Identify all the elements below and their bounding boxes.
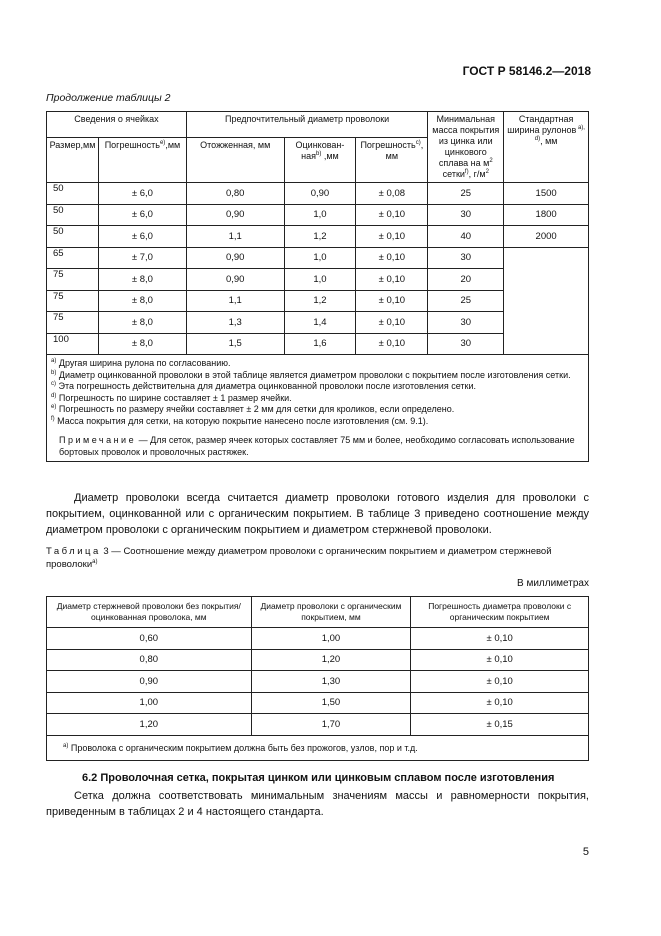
header-size: Размер,мм (47, 138, 99, 183)
table3-notes-row (47, 735, 589, 760)
cell-wire-tolerance: ± 0,08 (356, 183, 428, 205)
cell-core: 0,90 (47, 671, 252, 693)
cell-core: 0,60 (47, 628, 252, 650)
cell-coated: 1,00 (251, 628, 411, 650)
cell-wire-tolerance: ± 0,10 (356, 247, 428, 269)
cell-size: 75 (47, 290, 99, 312)
cell-size: 50 (47, 183, 99, 205)
cell-tolerance: ± 6,0 (98, 226, 186, 248)
cell-annealed: 0,90 (186, 269, 284, 291)
cell-width: 2000 (504, 226, 589, 248)
table-row (47, 649, 589, 671)
table-row (47, 628, 589, 650)
table-row (47, 226, 589, 248)
cell-wire-tolerance: ± 0,10 (356, 269, 428, 291)
footnote: $^{a)}$ Другая ширина рулона по согласованию. (51, 358, 231, 368)
table2-group-header-row (47, 112, 589, 138)
page-number: 5 (582, 846, 589, 858)
section-title: 6.2 Проволочная сетка, покрытая цинком или цинковым сплавом после изготовления (82, 772, 555, 784)
header-wire-group: Предпочтительный диаметр проволоки (186, 112, 427, 138)
cell-tolerance: ± 0,15 (411, 714, 589, 736)
section-text: Сетка должна соответствовать минимальным значениям массы и равномерности покрытия, приведенным в таблицах 2 и 4 настоящего стандарта. (46, 790, 589, 818)
cell-coated: 1,50 (251, 692, 411, 714)
cell-galvanized: 1,2 (284, 226, 356, 248)
cell-galvanized: 0,90 (284, 183, 356, 205)
cell-galvanized: 1,4 (284, 312, 356, 334)
table3-header-row (47, 597, 589, 628)
cell-core: 1,00 (47, 692, 252, 714)
table-row (47, 671, 589, 693)
cell-tolerance: ± 8,0 (98, 269, 186, 291)
cell-wire-tolerance: ± 0,10 (356, 333, 428, 355)
header-cell-tolerance: Погрешность$^{e)}$,мм (98, 138, 186, 183)
footnote: $^{f)}$ Масса покрытия для сетки, на которую покрытие нанесено после изготовления (см. 9.1). (51, 415, 429, 426)
table2-note: Примечание — Для сеток, размер ячеек которых составляет 75 мм и более, необходимо согласовать использование бортовых проволок и проволочных растяжек. (59, 435, 575, 457)
cell-size: 75 (47, 312, 99, 334)
cell-galvanized: 1,0 (284, 247, 356, 269)
table-row (47, 204, 589, 226)
footnote: $^{c)}$ Эта погрешность действительна для диаметра оцинкованной проволоки после изготовления сетки. (51, 381, 476, 391)
cell-width: 1500 (504, 183, 589, 205)
cell-tolerance: ± 8,0 (98, 312, 186, 334)
cell-coated: 1,30 (251, 671, 411, 693)
cell-annealed: 1,1 (186, 226, 284, 248)
cell-tolerance: ± 8,0 (98, 290, 186, 312)
table-row (47, 247, 589, 269)
cell-mass: 40 (428, 226, 504, 248)
cell-tolerance: ± 6,0 (98, 204, 186, 226)
cell-annealed: 0,90 (186, 247, 284, 269)
cell-size: 100 (47, 333, 99, 355)
units-label: В миллиметрах (517, 578, 589, 589)
header-wire-tolerance: Погрешность$^{c)}$, мм (356, 138, 428, 183)
paragraph-wire-diameter: Диаметр проволоки всегда считается диаметр проволоки готового изделия для проволоки с покрытием, оцинкованной или с органическим покрытием. В таблице 3 приведено соотношение между диаметром проволоки с органическим покрытием и диаметром стержневой проволоки. (46, 492, 589, 536)
header-roll-width: Стандартная ширина рулонов $^{a), d)}$, мм (504, 112, 589, 183)
footnote: $^{e)}$ Погрешность по размеру ячейки составляет ± 2 мм для сетки для кроликов, если определено. (51, 404, 455, 414)
cell-annealed: 1,5 (186, 333, 284, 355)
cell-size: 50 (47, 204, 99, 226)
cell-tolerance: ± 0,10 (411, 671, 589, 693)
table3-caption: Таблица 3 — Соотношение между диаметром проволоки с органическим покрытием и диаметром стержневой проволоки$^{a)}$ (46, 546, 552, 570)
table2-caption: Продолжение таблицы 2 (46, 92, 171, 104)
cell-wire-tolerance: ± 0,10 (356, 312, 428, 334)
table-3 (46, 596, 589, 761)
cell-galvanized: 1,6 (284, 333, 356, 355)
cell-width-empty (504, 247, 589, 355)
cell-size: 75 (47, 269, 99, 291)
cell-width: 1800 (504, 204, 589, 226)
cell-galvanized: 1,0 (284, 269, 356, 291)
cell-coated: 1,70 (251, 714, 411, 736)
table-row (47, 692, 589, 714)
cell-galvanized: 1,0 (284, 204, 356, 226)
cell-mass: 20 (428, 269, 504, 291)
cell-tolerance: ± 7,0 (98, 247, 186, 269)
cell-annealed: 1,1 (186, 290, 284, 312)
table2-notes-row (47, 355, 589, 462)
cell-mass: 30 (428, 204, 504, 226)
cell-mass: 30 (428, 333, 504, 355)
header-annealed: Отожженная, мм (186, 138, 284, 183)
cell-wire-tolerance: ± 0,10 (356, 290, 428, 312)
header-cells-group: Сведения о ячейках (47, 112, 187, 138)
footnote: $^{b)}$ Диаметр оцинкованной проволоки в этой таблице является диаметром проволоки с покрытием после изготовления сетки. (51, 369, 571, 380)
header-coated-diameter: Диаметр проволоки с органическим покрытием, мм (251, 597, 411, 628)
cell-galvanized: 1,2 (284, 290, 356, 312)
header-coated-tolerance: Погрешность диаметра проволоки с органическим покрытием (411, 597, 589, 628)
table3-footnote: $^{a)}$ Проволока с органическим покрытием должна быть без прожогов, узлов, пор и т.д. (47, 735, 589, 760)
standard-number: ГОСТ Р 58146.2—2018 (462, 64, 591, 78)
cell-tolerance: ± 0,10 (411, 649, 589, 671)
cell-coated: 1,20 (251, 649, 411, 671)
header-coating-mass: Минимальная масса покрытия из цинка или цинкового сплава на $м^2$ сетки$^{f)}$, $г/м^2$ (428, 112, 504, 183)
cell-tolerance: ± 0,10 (411, 692, 589, 714)
cell-size: 50 (47, 226, 99, 248)
cell-annealed: 0,90 (186, 204, 284, 226)
cell-wire-tolerance: ± 0,10 (356, 226, 428, 248)
table-row (47, 183, 589, 205)
table2-footnotes (47, 355, 589, 462)
cell-tolerance: ± 0,10 (411, 628, 589, 650)
cell-mass: 30 (428, 312, 504, 334)
table-2 (46, 111, 589, 462)
cell-size: 65 (47, 247, 99, 269)
cell-core: 0,80 (47, 649, 252, 671)
cell-annealed: 1,3 (186, 312, 284, 334)
cell-mass: 30 (428, 247, 504, 269)
cell-core: 1,20 (47, 714, 252, 736)
cell-tolerance: ± 8,0 (98, 333, 186, 355)
cell-mass: 25 (428, 183, 504, 205)
cell-tolerance: ± 6,0 (98, 183, 186, 205)
cell-annealed: 0,80 (186, 183, 284, 205)
cell-wire-tolerance: ± 0,10 (356, 204, 428, 226)
header-galvanized: Оцинкован-ная$^{b)}$ ,мм (284, 138, 356, 183)
header-core-diameter: Диаметр стержневой проволоки без покрытия/оцинкованная проволока, мм (47, 597, 252, 628)
cell-mass: 25 (428, 290, 504, 312)
footnote: $^{d)}$ Погрешность по ширине составляет ± 1 размер ячейки. (51, 392, 292, 403)
table-row (47, 714, 589, 736)
